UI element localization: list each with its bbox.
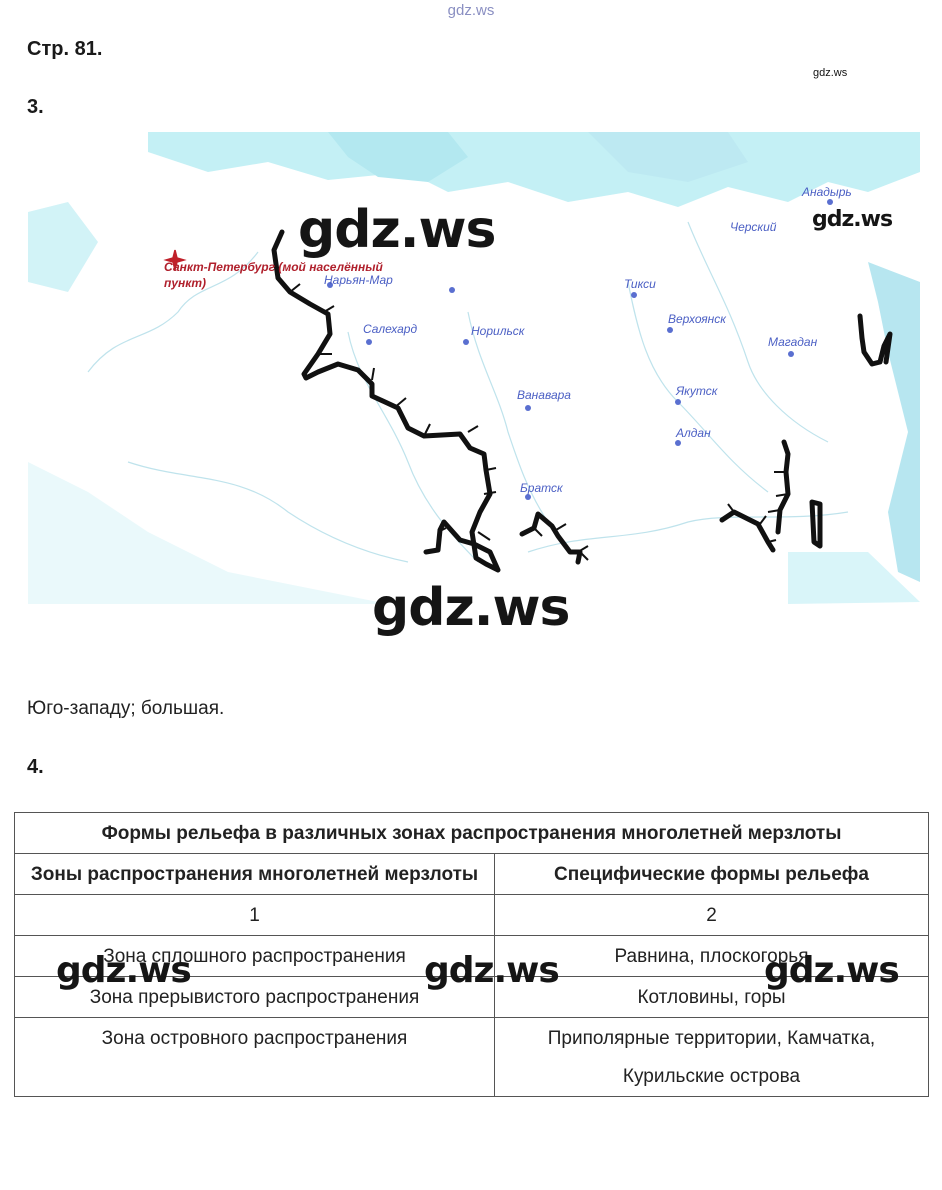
task-3-label: 3.: [27, 96, 44, 118]
home-city-label-line2: пункт): [164, 276, 206, 290]
city-naryan-mar: Нарьян-Мар: [324, 273, 393, 287]
col1-header: Зоны распространения многолетней мерзлоты: [15, 854, 495, 895]
watermark-top: gdz.ws: [447, 2, 495, 19]
watermark-map-right: gdz.ws: [812, 207, 893, 232]
city-tiksi: Тикси: [624, 277, 656, 291]
city-vanavara: Ванавара: [517, 388, 571, 402]
table-row: [15, 1018, 929, 1097]
col2-header: Специфические формы рельефа: [495, 854, 929, 895]
watermark-map-top: gdz.ws: [298, 200, 496, 260]
relief-cell: Равнина, плоскогорья: [495, 936, 929, 977]
city-norilsk: Норильск: [471, 324, 525, 338]
watermark-table-2: gdz.ws: [424, 950, 559, 991]
city-magadan: Магадан: [768, 335, 818, 349]
watermark-map-bottom: gdz.ws: [372, 578, 570, 638]
col1-number: 1: [15, 895, 495, 936]
city-cherskiy: Черский: [730, 220, 777, 234]
col2-number: 2: [495, 895, 929, 936]
zone-cell: Зона сплошного распространения: [15, 936, 495, 977]
relief-cell: Котловины, горы: [495, 977, 929, 1018]
city-aldan: Алдан: [676, 426, 711, 440]
city-salekhard: Салехард: [363, 322, 418, 336]
zone-cell: Зона островного распространения: [15, 1018, 495, 1097]
watermark-table-3: gdz.ws: [764, 950, 899, 991]
relief-cell: Приполярные территории, Камчатка, Курильские острова: [495, 1018, 929, 1097]
city-yakutsk: Якутск: [676, 384, 718, 398]
table-title: Формы рельефа в различных зонах распространения многолетней мерзлоты: [15, 813, 929, 854]
city-anadyr: Анадырь: [802, 185, 852, 199]
home-city-label-line1: Санкт-Петербург (мой населённый: [164, 260, 383, 274]
city-verkhoyansk: Верхоянск: [668, 312, 726, 326]
page-label: Стр. 81.: [27, 38, 103, 60]
answer-3: Юго-западу; большая.: [27, 698, 225, 719]
watermark-table-1: gdz.ws: [56, 950, 191, 991]
zone-cell: Зона прерывистого распространения: [15, 977, 495, 1018]
city-bratsk: Братск: [520, 481, 563, 495]
task-4-label: 4.: [27, 756, 44, 778]
watermark-small: gdz.ws: [813, 67, 848, 79]
